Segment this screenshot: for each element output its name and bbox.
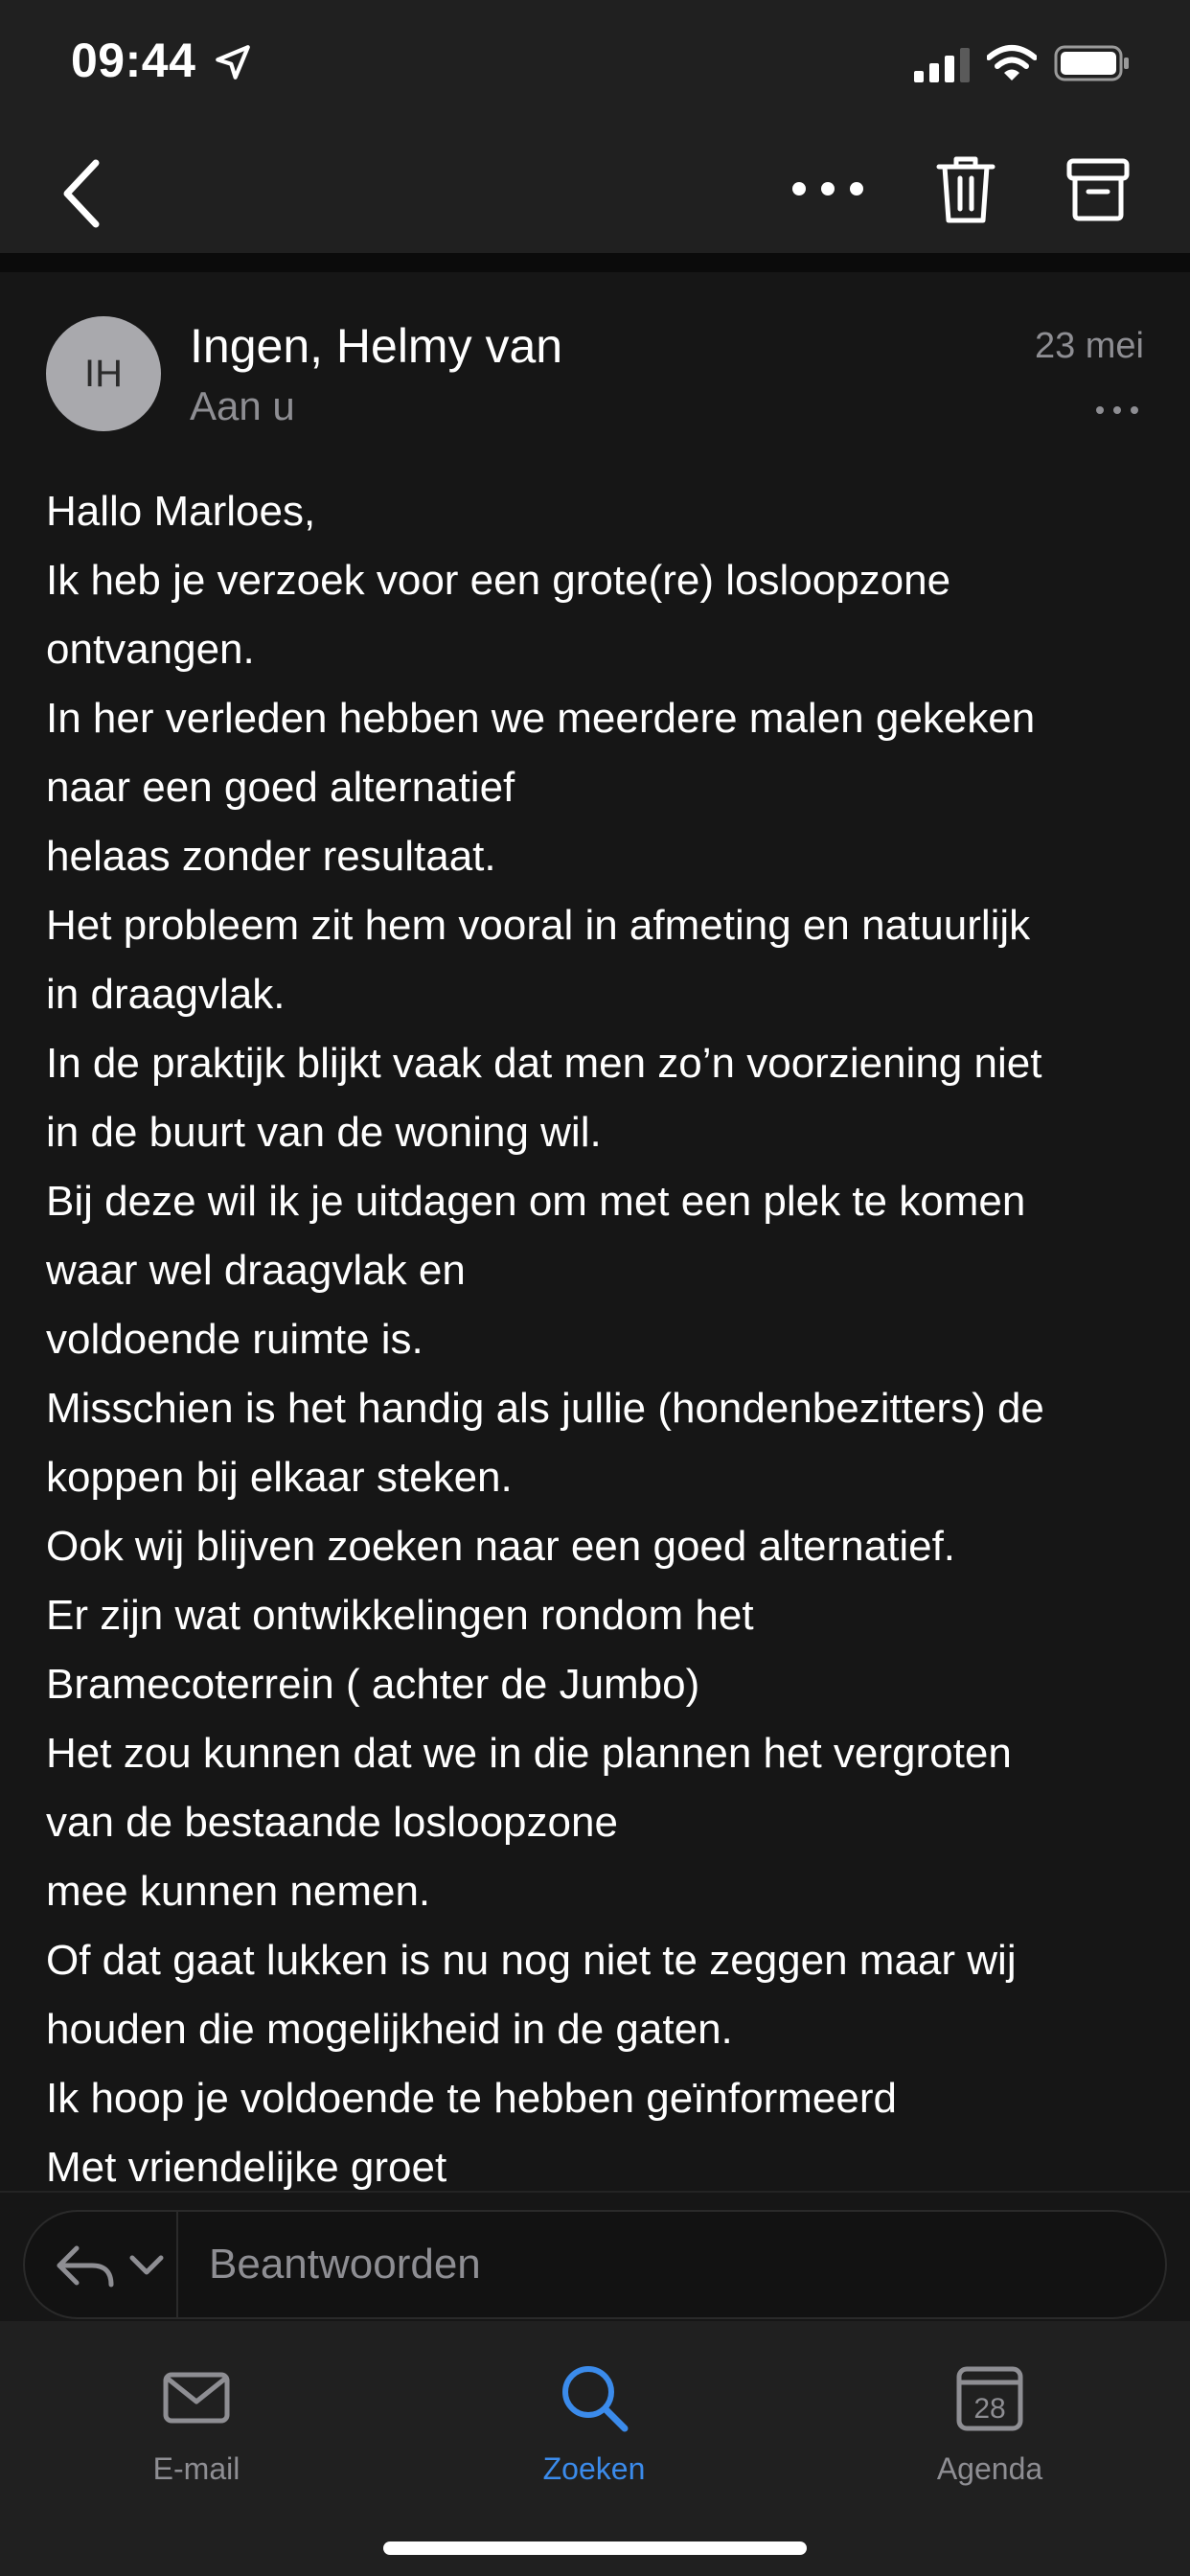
- cellular-signal-icon: [914, 48, 970, 82]
- calendar-day: 28: [973, 2393, 1006, 2425]
- message-body: [46, 477, 1157, 2202]
- header-divider: [0, 253, 1190, 272]
- body-line: koppen bij elkaar steken.: [46, 1454, 513, 1501]
- message-date: 23 mei: [1034, 326, 1144, 366]
- sender-name[interactable]: Ingen, Helmy van: [190, 319, 563, 373]
- calendar-icon: [951, 2359, 1028, 2436]
- message-view: [0, 272, 1190, 2189]
- reply-input[interactable]: [207, 2235, 1146, 2294]
- message-more-icon[interactable]: [1092, 401, 1142, 420]
- body-line: Bramecoterrein ( achter de Jumbo): [46, 1661, 700, 1708]
- archive-icon[interactable]: [1064, 155, 1133, 224]
- body-line: waar wel draagvlak en: [46, 1247, 466, 1294]
- body-line: Bij deze wil ik je uitdagen om met een plek te komen: [46, 1178, 1026, 1225]
- tab-email[interactable]: [72, 2359, 321, 2494]
- body-line: In her verleden hebben we meerdere malen gekeken: [46, 695, 1036, 742]
- body-line: Of dat gaat lukken is nu nog niet te zeggen maar wij: [46, 1937, 1017, 1984]
- tab-email-label: E-mail: [152, 2451, 240, 2486]
- body-line: in draagvlak.: [46, 971, 286, 1018]
- home-indicator[interactable]: [383, 2542, 807, 2555]
- search-icon: [556, 2359, 632, 2436]
- body-line: In de praktijk blijkt vaak dat men zo’n voorziening niet: [46, 1040, 1042, 1087]
- body-line: Misschien is het handig als jullie (hondenbezitters) de: [46, 1385, 1044, 1432]
- back-chevron-icon[interactable]: [48, 155, 115, 232]
- body-line: Ik heb je verzoek voor een grote(re) losloopzone: [46, 557, 951, 604]
- nav-bar: [0, 126, 1190, 253]
- body-line: helaas zonder resultaat.: [46, 833, 496, 880]
- trash-icon[interactable]: [931, 153, 1000, 226]
- body-line: voldoende ruimte is.: [46, 1316, 423, 1363]
- tab-calendar-label: Agenda: [936, 2451, 1043, 2486]
- body-line: Ik hoop je voldoende te hebben geïnformeerd: [46, 2075, 897, 2122]
- top-area: [0, 0, 1190, 253]
- chevron-down-icon[interactable]: [128, 2252, 165, 2279]
- body-line: Met vriendelijke groet: [46, 2144, 447, 2191]
- body-line: in de buurt van de woning wil.: [46, 1109, 602, 1156]
- wifi-icon: [987, 44, 1037, 82]
- status-bar: [0, 0, 1190, 126]
- body-line: mee kunnen nemen.: [46, 1868, 431, 1915]
- reply-arrow-icon[interactable]: [54, 2237, 117, 2294]
- body-line: Er zijn wat ontwikkelingen rondom het: [46, 1592, 754, 1639]
- body-line: Hallo Marloes,: [46, 488, 316, 535]
- tab-search[interactable]: [469, 2359, 719, 2494]
- body-line: Het zou kunnen dat we in die plannen het vergroten: [46, 1730, 1012, 1777]
- avatar[interactable]: IH: [46, 316, 161, 431]
- tab-bar: [0, 2321, 1190, 2576]
- mail-icon: [158, 2359, 235, 2436]
- body-line: houden die mogelijkheid in de gaten.: [46, 2006, 733, 2053]
- body-line: Ook wij blijven zoeken naar een goed alternatief.: [46, 1523, 956, 1570]
- reply-box[interactable]: [23, 2210, 1167, 2319]
- more-options-icon[interactable]: [788, 155, 868, 222]
- body-line: ontvangen.: [46, 626, 255, 673]
- body-line: Het probleem zit hem vooral in afmeting en natuurlijk: [46, 902, 1031, 949]
- reply-area: [0, 2191, 1190, 2321]
- location-arrow-icon: [213, 42, 253, 82]
- status-time: 09:44: [71, 34, 196, 87]
- body-line: van de bestaande losloopzone: [46, 1799, 618, 1846]
- battery-icon: [1054, 44, 1131, 82]
- tab-calendar[interactable]: [865, 2359, 1114, 2494]
- reply-separator: [176, 2212, 178, 2317]
- tab-search-label: Zoeken: [542, 2451, 646, 2486]
- recipient-label: Aan u: [190, 383, 295, 428]
- body-line: naar een goed alternatief: [46, 764, 515, 811]
